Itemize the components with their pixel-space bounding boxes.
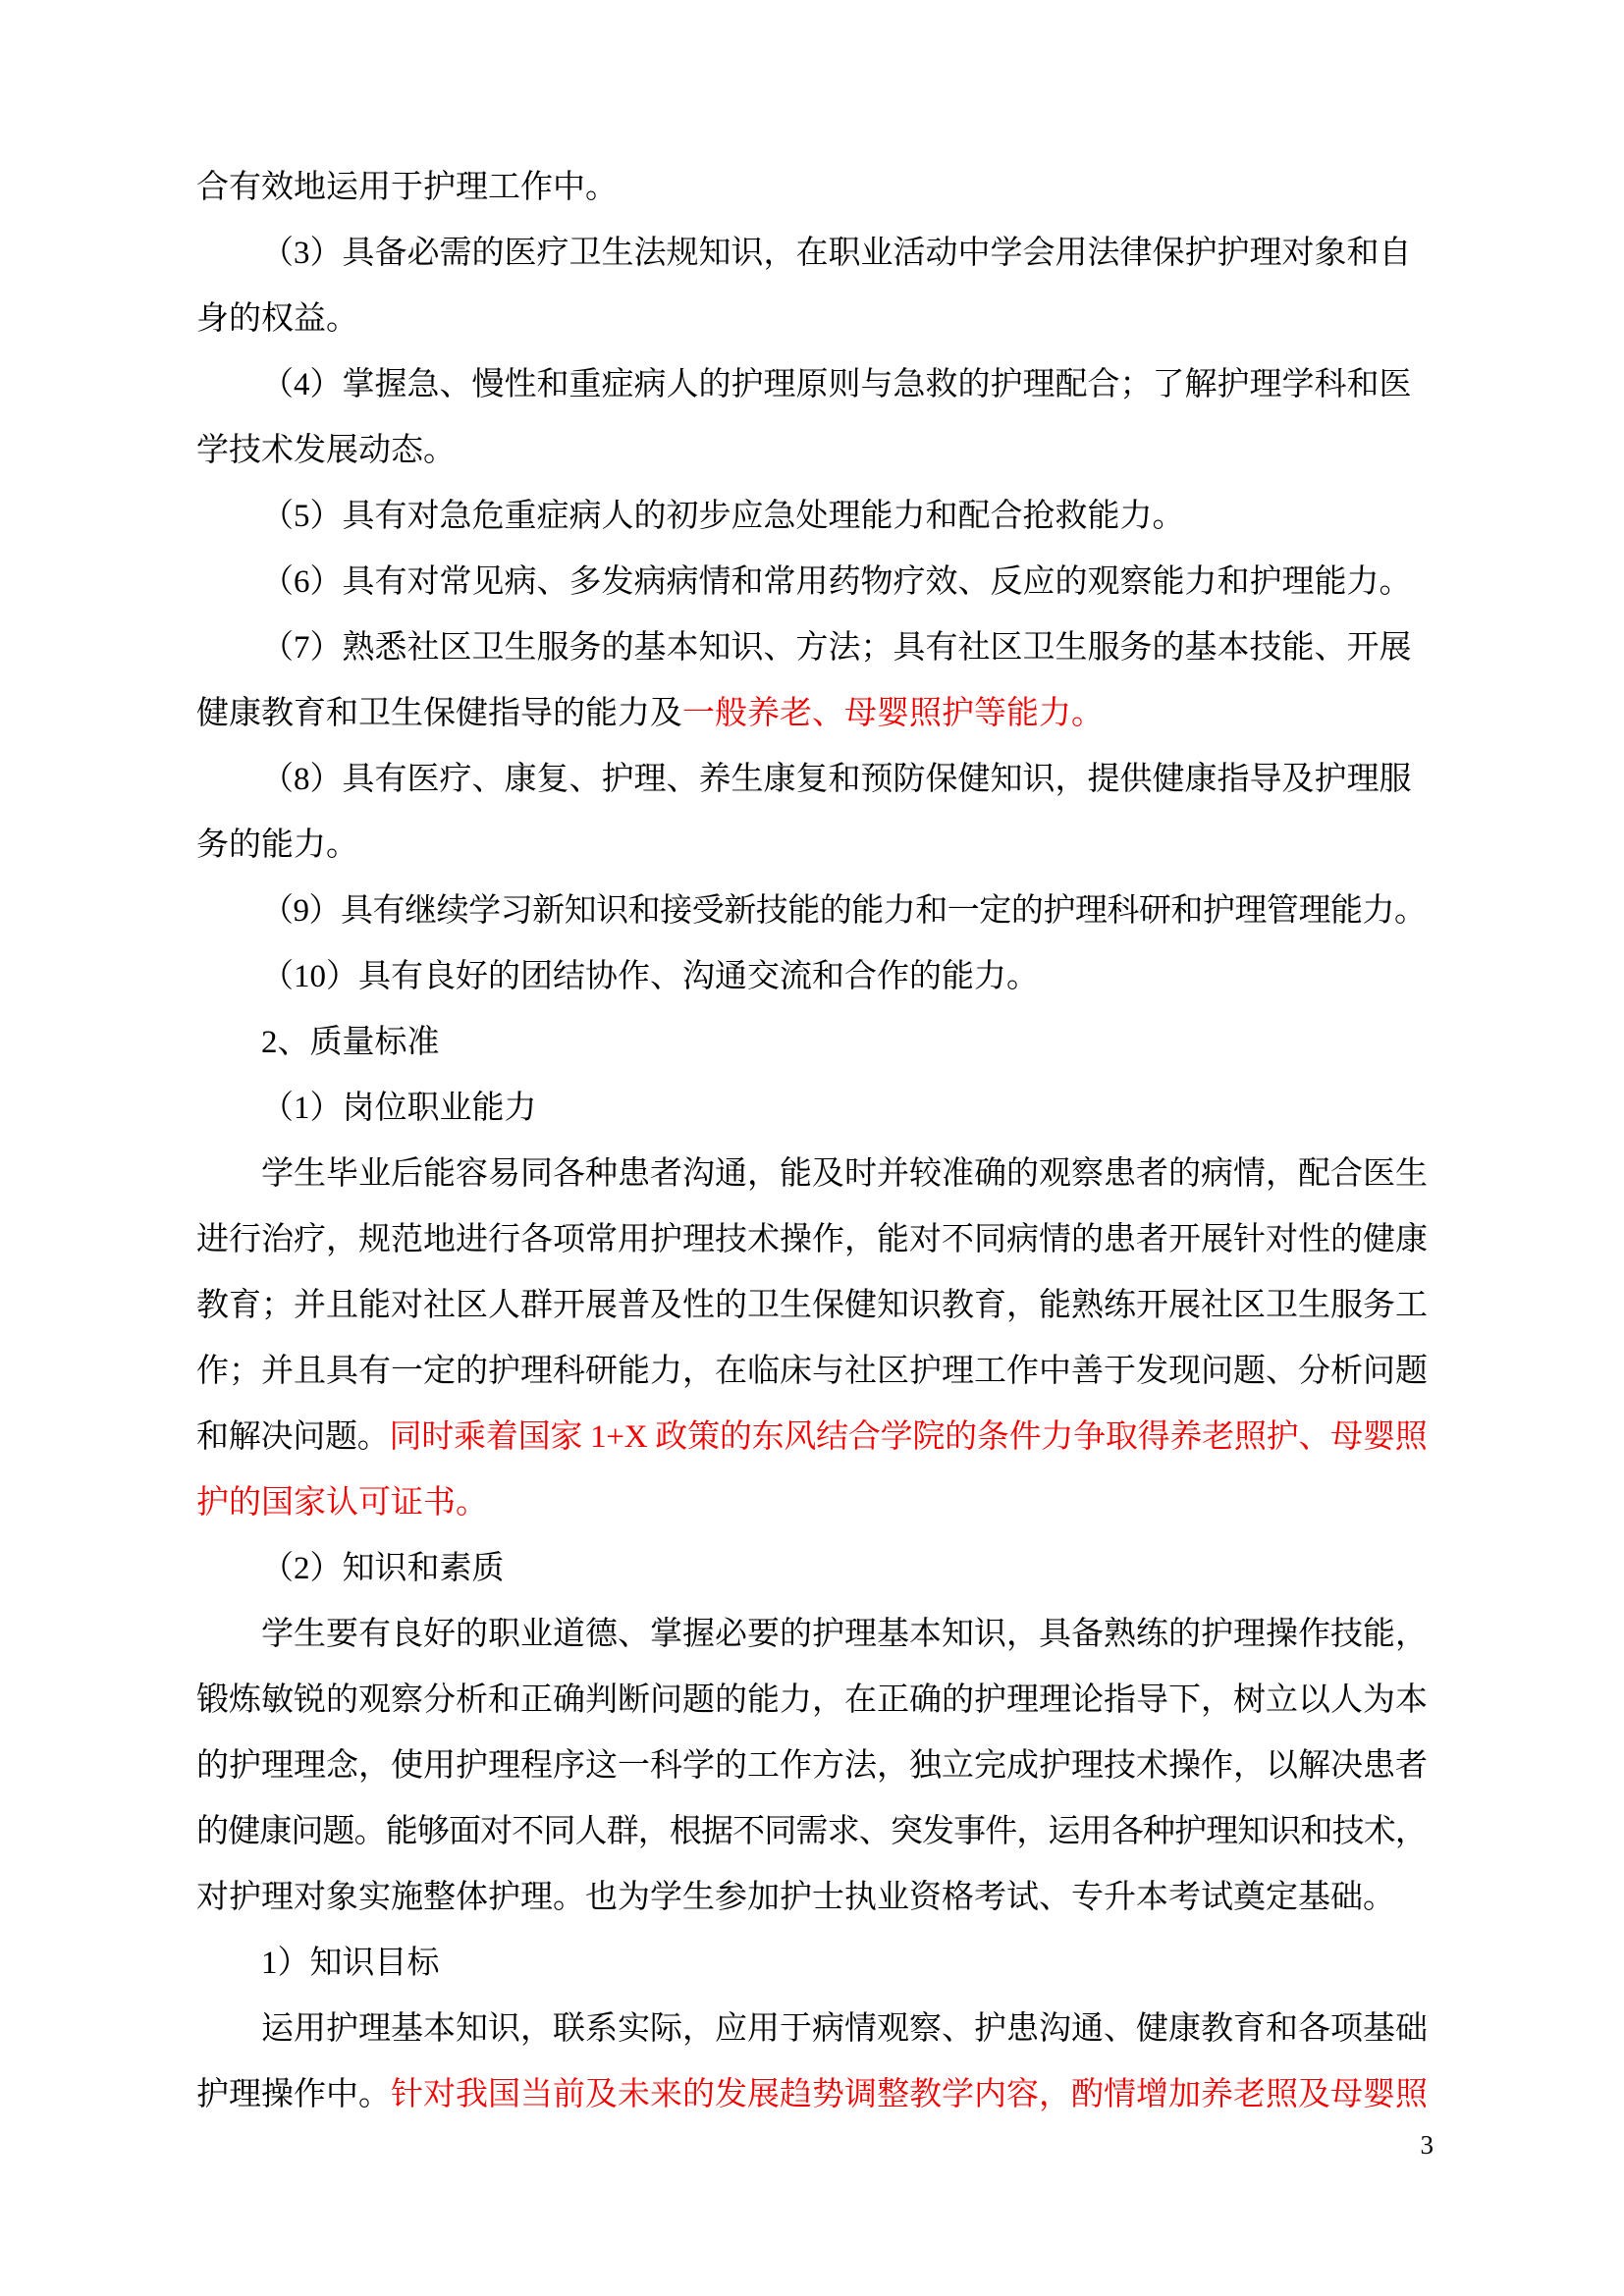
text-line: [196, 287, 1428, 352]
text-line: [196, 1602, 1428, 1668]
text-segment: （4）掌握急、慢性和重症病人的护理原则与急救的护理配合；了解护理学科和医: [261, 367, 1412, 402]
text-line: [196, 879, 1428, 944]
text-line: [196, 1273, 1428, 1339]
text-line: [196, 352, 1428, 418]
text-line: [196, 1668, 1428, 1734]
text-line: [196, 221, 1428, 287]
text-segment: （1）岗位职业能力: [261, 1091, 537, 1126]
text-segment: （2）知识和素质: [261, 1551, 505, 1586]
text-line: [196, 550, 1428, 615]
text-segment: 教育；并且能对社区人群开展普及性的卫生保健知识教育，能熟练开展社区卫生服务工: [196, 1288, 1428, 1323]
text-line: [196, 1799, 1428, 1865]
text-line: [196, 484, 1428, 550]
text-segment: 的护理理念，使用护理程序这一科学的工作方法，独立完成护理技术操作，以解决患者: [196, 1748, 1428, 1784]
text-line: [196, 1076, 1428, 1142]
text-line: [196, 418, 1428, 484]
text-line: [196, 1734, 1428, 1799]
text-line: [196, 1470, 1428, 1536]
text-line: [196, 1010, 1428, 1076]
text-segment: 学生要有良好的职业道德、掌握必要的护理基本知识，具备熟练的护理操作技能，: [261, 1617, 1428, 1652]
text-line: [196, 155, 1428, 221]
text-segment-red: 同时乘着国家 1+X 政策的东风结合学院的条件力争取得养老照护、母婴照: [389, 1419, 1428, 1455]
text-line: [196, 747, 1428, 813]
text-line: [196, 944, 1428, 1010]
text-segment: 务的能力。: [196, 828, 358, 863]
text-segment: （10）具有良好的团结协作、沟通交流和合作的能力。: [261, 959, 1039, 994]
text-segment: 护理操作中。: [196, 2077, 391, 2112]
document-body: [196, 155, 1428, 2128]
text-line: [196, 1207, 1428, 1273]
text-segment: （6）具有对常见病、多发病病情和常用药物疗效、反应的观察能力和护理能力。: [261, 564, 1412, 600]
text-segment: 身的权益。: [196, 301, 358, 337]
text-segment: （8）具有医疗、康复、护理、养生康复和预防保健知识，提供健康指导及护理服: [261, 762, 1412, 797]
text-segment-red: 针对我国当前及未来的发展趋势调整教学内容，酌情增加养老照及母婴照: [391, 2077, 1428, 2112]
text-segment: 学生毕业后能容易同各种患者沟通，能及时并较准确的观察患者的病情，配合医生: [261, 1156, 1428, 1192]
text-line: [196, 681, 1428, 747]
text-line: [196, 1536, 1428, 1602]
text-line: [196, 1405, 1428, 1470]
text-segment: （3）具备必需的医疗卫生法规知识，在职业活动中学会用法律保护护理对象和自: [261, 236, 1412, 271]
text-line: [196, 1339, 1428, 1405]
text-segment: 健康教育和卫生保健指导的能力及: [196, 696, 682, 731]
text-segment-red: 一般养老、母婴照护等能力。: [682, 696, 1104, 731]
page-footer: [1421, 2128, 1435, 2162]
text-segment: 进行治疗，规范地进行各项常用护理技术操作，能对不同病情的患者开展针对性的健康: [196, 1222, 1428, 1257]
text-segment: 合有效地运用于护理工作中。: [196, 170, 618, 205]
text-segment: （9）具有继续学习新知识和接受新技能的能力和一定的护理科研和护理管理能力。: [261, 893, 1427, 929]
text-segment: 和解决问题。: [196, 1419, 390, 1455]
text-line: [196, 1142, 1428, 1207]
text-segment: 2、质量标准: [261, 1025, 440, 1060]
text-segment: 学技术发展动态。: [196, 433, 456, 468]
text-line: [196, 813, 1428, 879]
text-segment: （7）熟悉社区卫生服务的基本知识、方法；具有社区卫生服务的基本技能、开展: [261, 630, 1412, 666]
text-line: [196, 1931, 1428, 1997]
text-segment: 运用护理基本知识，联系实际，应用于病情观察、护患沟通、健康教育和各项基础: [261, 2011, 1428, 2047]
page-number: 3: [1420, 2130, 1434, 2160]
text-segment: 对护理对象实施整体护理。也为学生参加护士执业资格考试、专升本考试奠定基础。: [196, 1880, 1395, 1915]
text-segment: 1）知识目标: [261, 1946, 440, 1981]
text-segment: （5）具有对急危重症病人的初步应急处理能力和配合抢救能力。: [261, 499, 1185, 534]
text-segment: 的健康问题。能够面对不同人群，根据不同需求、突发事件，运用各种护理知识和技术，: [196, 1814, 1428, 1849]
text-line: [196, 2062, 1428, 2128]
text-line: [196, 1997, 1428, 2062]
text-line: [196, 1865, 1428, 1931]
text-segment: 锻炼敏锐的观察分析和正确判断问题的能力，在正确的护理理论指导下，树立以人为本: [196, 1682, 1428, 1718]
text-segment-red: 护的国家认可证书。: [196, 1485, 488, 1521]
text-segment: 作；并且具有一定的护理科研能力，在临床与社区护理工作中善于发现问题、分析问题: [196, 1354, 1428, 1389]
text-line: [196, 615, 1428, 681]
